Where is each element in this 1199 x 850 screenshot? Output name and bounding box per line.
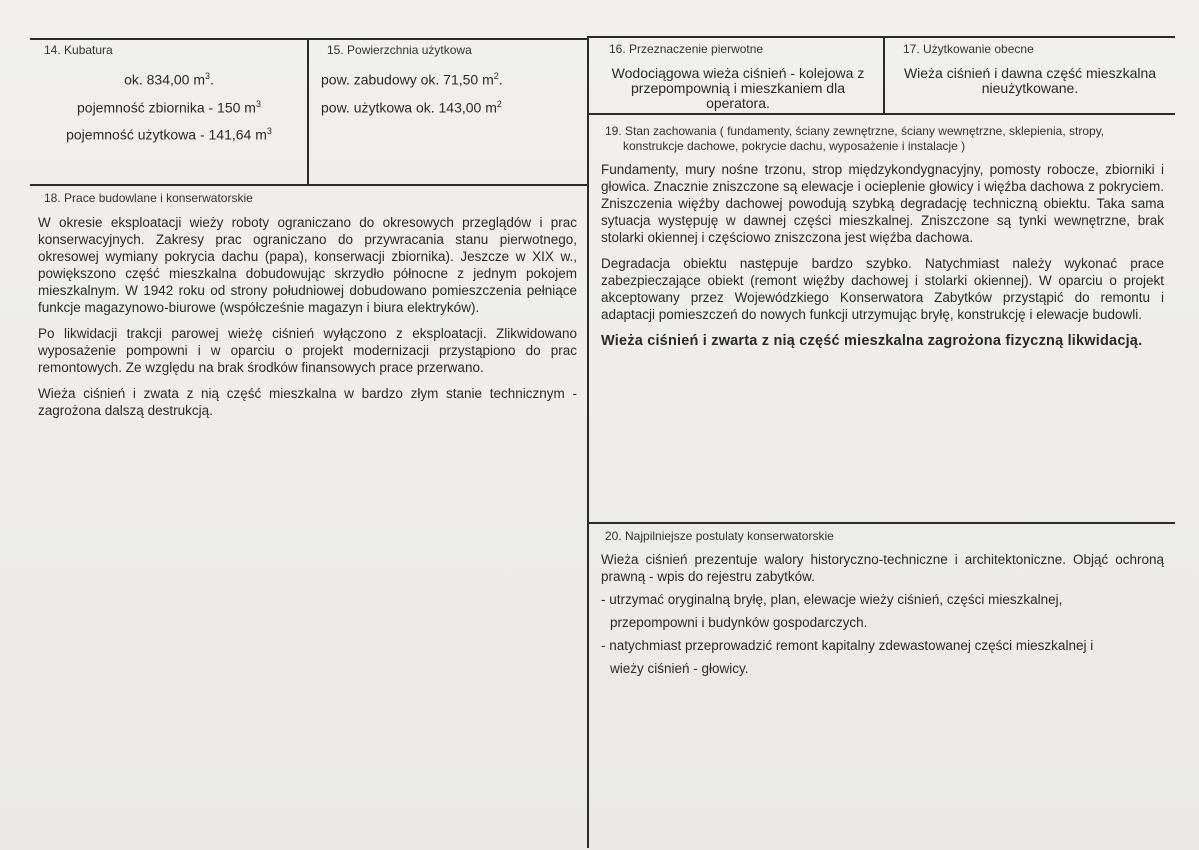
section-19-label-line-2: konstrukcje dachowe, pokrycie dachu, wyposażenie i instalacje )	[623, 139, 966, 153]
section-16-text: Wodociągowa wieża ciśnień - kolejowa z przepompownią i mieszkaniem dla operatora.	[611, 65, 865, 111]
postulate-1: - utrzymać oryginalną bryłę, plan, elewacje wieży ciśnień, części mieszkalnej,	[601, 592, 1063, 607]
divider-14-18	[30, 184, 587, 186]
kubatura-usable: pojemność użytkowa - 141,64 $m^3$	[66, 126, 272, 143]
section-14-label: 14. Kubatura	[44, 43, 113, 57]
section-15-content	[321, 64, 583, 119]
section-17-label: 17. Użytkowanie obecne	[903, 42, 1034, 56]
divider-14-15	[307, 38, 309, 185]
section-15-label: 15. Powierzchnia użytkowa	[327, 43, 472, 57]
postulate-1-cont: przepompowni i budynków gospodarczych.	[610, 615, 868, 630]
area-built: pow. zabudowy ok. 71,50 $m^2$.	[321, 71, 503, 88]
section-18-content	[38, 214, 577, 428]
section-16-label: 16. Przeznaczenie pierwotne	[609, 42, 764, 56]
section-17-text: Wieża ciśnień i dawna część mieszkalna nieużytkowane.	[903, 65, 1157, 96]
divider-19-20	[588, 522, 1175, 524]
section-20-label: 20. Najpilniejsze postulaty konserwatorskie	[605, 529, 834, 543]
top-border-right	[588, 36, 1175, 38]
section-20-content	[601, 551, 1164, 683]
section-19-label	[605, 124, 1104, 154]
divider-left-right	[587, 36, 589, 848]
postulate-2-cont: wieży ciśnień - głowicy.	[610, 661, 749, 676]
area-usable: pow. użytkowa ok. 143,00 $m^2$	[321, 98, 502, 116]
postulates-intro: Wieża ciśnień prezentuje walory historyczno-techniczne i architektoniczne. Objąć ochroną prawną - wpis do rejestru zabytków.	[601, 552, 1164, 584]
kubatura-tank: pojemność zbiornika - 150 $m^3$	[77, 98, 261, 116]
works-paragraph-1: W okresie eksploatacji wieży roboty ograniczano do okresowych przeglądów i prac konserwacyjnych. Zakresy prac ograniczano do przywracania stanu pierwotnego, okresowej wymiany pokrycia dachu (papa), konserwacji zbiornika). Jeszcze w XIX w., powiększono część mieszkalna dobudowując skrzydło północne z jednym pokojem mieszkalnym. W 1942 roku od strony południowej dobudowano pomieszczenia pełniące funkcje magazynowo-biurowe (współcześnie magazyn i biura elektryków).	[38, 215, 577, 315]
divider-16-19	[588, 113, 1175, 115]
condition-warning: Wieża ciśnień i zwarta z nią część mieszkalna zagrożona fizyczną likwidacją.	[601, 333, 1143, 349]
condition-paragraph-2: Degradacja obiektu następuje bardzo szybko. Natychmiast należy wykonać prace zabezpieczające obiekt (remont więźby dachowej i stolarki okiennej). W oparciu o projekt akceptowany przez Wojewódzkiego Konserwatora Zabytków przystąpić do remontu i adaptacji pomieszczeń do nowych funkcji utrzymując bryłę, konstrukcję i elewacje budowli.	[601, 256, 1164, 322]
section-19-label-line-1: 19. Stan zachowania ( fundamenty, ściany zewnętrzne, ściany wewnętrzne, sklepienia, stropy,	[605, 124, 1105, 138]
section-18-label: 18. Prace budowlane i konserwatorskie	[44, 191, 253, 205]
section-14-content	[32, 64, 306, 147]
works-paragraph-3: Wieża ciśnień i zwata z nią część mieszkalna w bardzo złym stanie technicznym - zagrożona dalszą destrukcją.	[38, 386, 577, 418]
condition-paragraph-1: Fundamenty, mury nośne trzonu, strop międzykondygnacyjny, pomosty robocze, zbiorniki i głowica. Znacznie zniszczone są elewacje i ocieplenie głowicy i więźba dachowa z pokryciem. Zniszczenia więźby dachowej powodują szybką degradację techniczną obiektu. Taka sama sytuacja występuję w dawnej części mieszkalnej. Zniszczone są tynki wewnętrzne, brak stolarki okiennej i częściowo zniszczona jest więźba dachowa.	[601, 162, 1164, 245]
kubatura-total: ok. 834,00 $m^3$.	[124, 71, 214, 88]
section-19-content	[601, 161, 1164, 359]
works-paragraph-2: Po likwidacji trakcji parowej wieżę ciśnień wyłączono z eksploatacji. Zlikwidowano wyposażenie pompowni i w oparciu o projekt modernizacji przystąpiono do prac remontowych. Ze względu na brak środków finansowych prace przerwano.	[38, 326, 577, 375]
divider-16-17	[883, 36, 885, 114]
postulate-2: - natychmiast przeprowadzić remont kapitalny zdewastowanej części mieszkalnej i	[601, 638, 1094, 653]
